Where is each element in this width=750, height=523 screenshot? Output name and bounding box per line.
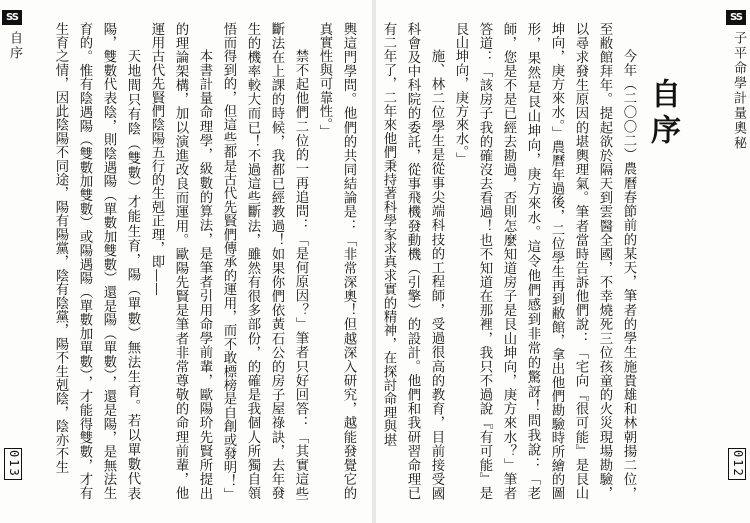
running-head-right: 子平命學計量奧秘: [731, 31, 746, 151]
paragraph: 禁不起他們二位的一再追問：「是何原因？」筆者只好回答：「其實這些斷法在上課的時候，我都已經教過！如果你們依黃石公的房子屋祿訣，去年發生的機率較大而已！不過這些斷法，雖然有很多部份，的確是我個人所獨自領悟而得到的，但這些都是古代先賢們傳承的運用，而不敢標榜是自創或發明！」: [221, 22, 308, 502]
publisher-logo: SS: [2, 10, 22, 25]
right-page-body: [381, 22, 640, 500]
right-page: [376, 0, 750, 523]
paragraph: 本書計量命理學，級數的算法，是筆者引用命學前輩，歐陽玠先賢所提出的理論架構，加以演進改良而運用。歐陽先賢是筆者非常尊敬的命理前輩，他運用古代先賢們陰陽五行的生剋正理，即——: [149, 22, 212, 500]
page-number-left: 013: [4, 448, 22, 480]
publisher-logo: SS: [726, 10, 746, 25]
left-margin: [2, 10, 24, 61]
section-title: 自序: [645, 78, 680, 150]
right-margin: [726, 10, 748, 151]
paragraph: 輿這門學問。他們的共同結論是：「非常深奧！但越深入研究，越能發覺它的真實性與可靠性。」: [317, 22, 356, 500]
paragraph: 今年（二〇〇二）農曆春節前的某天，筆者的學生施貴雄和林朝揚二位，至敝館拜年。提起欲於隔天到雲醫全國，不幸燒死三位孩童的火災現場勘驗，以尋求發生原因的堪輿理氣。筆者當時告訴他們說：「宅向『很可能』是艮山坤向，庚方來水。」農曆年過後，二位學生再到敝館，拿出他們勘驗時所繪的圖形，果然是艮山坤向，庚方來水。這令他們感到非常的驚訝！問我說：「老師，您是不是已經去勘過，否則怎麼知道房子是艮山坤向，庚方來水？」筆者答道：「該房子我的確沒去看過！也不知道在那裡，我只不過說『有可能』是艮山坤向，庚方來水。」: [453, 22, 636, 500]
left-page: [0, 0, 373, 523]
left-page-body: [34, 22, 360, 500]
paragraph: 天地間只有陰（雙數）才能生育，陽（單數）無法生育。若以單數代表陽，雙數代表陰，則陰遇陽（單數加雙數）還是陽（單數），還是陽，是無法生育的。惟有陰遇陽（雙數加雙數）或陽遇陽（單數加單數），才能得雙數，才有生育之情，因此陰陽不同途，陽有陽黨，陰有陰黨，陽不生剋陰，陰亦不生: [53, 22, 140, 500]
page-number-right: 012: [728, 448, 746, 480]
running-head-left: 自序: [7, 31, 22, 61]
paragraph: 施、林二位學生是從事尖端科技的工程師，受過很高的教育，目前接受國科會及中科院的委託，從事飛機發動機（引擎）的設計。他們和我研習命理已有二年了，二年來他們秉持著科學家求真求實的精神，在探討命理與堪: [381, 22, 444, 500]
